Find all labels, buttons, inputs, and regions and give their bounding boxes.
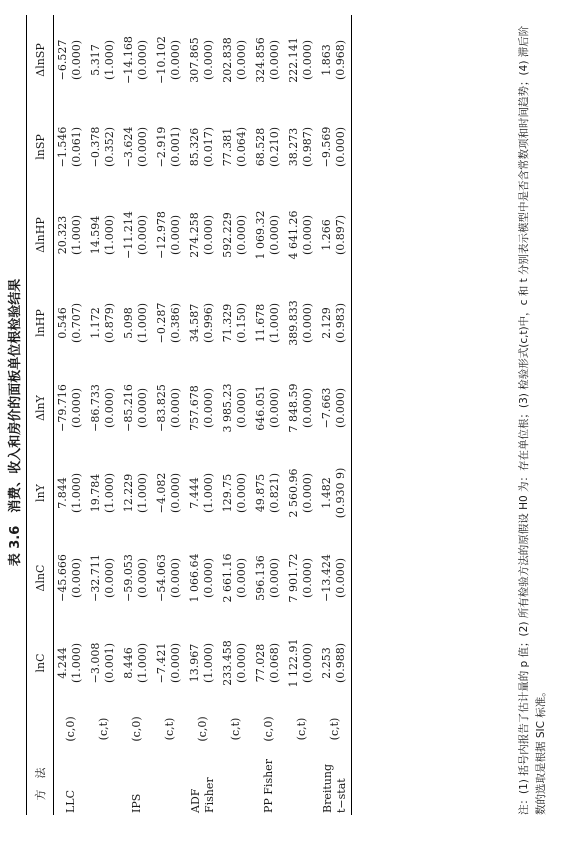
p-value: (1.000) <box>136 302 149 344</box>
statistic-value: −2.919 <box>155 126 168 168</box>
p-value: (0.352) <box>103 126 116 168</box>
p-value: (0.000) <box>235 214 248 256</box>
p-value: (0.000) <box>136 126 149 168</box>
p-value: (0.987) <box>301 126 314 168</box>
p-value: (0.983) <box>334 302 347 344</box>
test-form: (c,0) <box>196 716 209 742</box>
stat-cell <box>219 535 252 621</box>
stat-cell <box>153 535 186 621</box>
p-value: (0.000) <box>202 387 215 429</box>
p-value: (0.000) <box>169 472 182 514</box>
stat-cell <box>219 105 252 189</box>
p-value: (0.000) <box>70 557 83 599</box>
stat-cell <box>219 15 252 105</box>
test-form: (c,0) <box>262 716 275 742</box>
table-row <box>285 15 318 815</box>
statistic-value: −0.378 <box>89 126 102 168</box>
statistic-value: −12.978 <box>155 211 168 259</box>
statistic-value: 1 069.32 <box>254 210 267 260</box>
statistic-value: 20.323 <box>56 215 69 255</box>
p-value: (0.000) <box>136 557 149 599</box>
stat-cell <box>186 105 219 189</box>
statistic-value: 85.326 <box>188 127 201 167</box>
stat-cell <box>120 621 153 705</box>
stat-cell <box>87 281 120 365</box>
statistic-value: 592.229 <box>221 212 234 258</box>
p-value: (0.001) <box>169 126 182 168</box>
p-value: (0.000) <box>334 387 347 429</box>
statistic-value: 11.678 <box>254 303 267 343</box>
stat-cell <box>285 621 318 705</box>
p-value: (0.930 9) <box>334 467 347 519</box>
header-dlnY: ΔlnY <box>27 365 54 451</box>
stat-cell <box>186 189 219 281</box>
stat-cell <box>318 189 352 281</box>
statistic-value: 7 848.59 <box>287 383 300 433</box>
stat-cell <box>252 281 285 365</box>
p-value: (0.210) <box>268 126 281 168</box>
stat-cell <box>285 535 318 621</box>
p-value: (0.000) <box>235 557 248 599</box>
statistic-value: −3.008 <box>89 642 102 684</box>
p-value: (1.000) <box>103 39 116 81</box>
stat-cell <box>54 15 88 105</box>
table-row <box>186 15 219 815</box>
stat-cell <box>153 15 186 105</box>
p-value: (0.000) <box>169 39 182 81</box>
statistic-value: 2 661.16 <box>221 553 234 603</box>
stat-cell <box>285 451 318 535</box>
method-label: ADF Fisher <box>188 777 216 813</box>
p-value: (0.000) <box>301 39 314 81</box>
p-value: (0.000) <box>169 642 182 684</box>
stat-cell <box>153 105 186 189</box>
stat-cell <box>186 535 219 621</box>
header-lnC: lnC <box>27 621 54 705</box>
p-value: (0.821) <box>268 472 281 514</box>
stat-cell <box>219 189 252 281</box>
header-method: 方 法 <box>27 753 54 815</box>
p-value: (0.000) <box>103 557 116 599</box>
p-value: (1.000) <box>202 472 215 514</box>
p-value: (0.001) <box>103 642 116 684</box>
statistic-value: −79.716 <box>56 384 69 432</box>
p-value: (0.988) <box>334 642 347 684</box>
statistic-value: 4.244 <box>56 647 69 679</box>
stat-cell <box>120 281 153 365</box>
header-row <box>27 15 54 815</box>
p-value: (0.000) <box>136 214 149 256</box>
stat-cell <box>87 451 120 535</box>
stat-cell <box>186 365 219 451</box>
header-dlnHP: ΔlnHP <box>27 189 54 281</box>
table-row <box>252 15 285 815</box>
p-value: (0.000) <box>268 387 281 429</box>
test-form: (c,0) <box>130 716 143 742</box>
table-row <box>318 15 352 815</box>
table-row <box>54 15 88 815</box>
p-value: (0.707) <box>70 302 83 344</box>
stat-cell <box>87 15 120 105</box>
statistic-value: −85.216 <box>122 384 135 432</box>
statistic-value: 274.258 <box>188 212 201 258</box>
method-label <box>87 753 120 815</box>
statistic-value: −13.424 <box>320 554 333 602</box>
p-value: (0.000) <box>202 214 215 256</box>
statistic-value: 71.329 <box>221 303 234 343</box>
statistic-value: 596.136 <box>254 555 267 601</box>
stat-cell <box>54 451 88 535</box>
method-label <box>285 753 318 815</box>
table-row <box>120 15 153 815</box>
p-value: (0.000) <box>136 39 149 81</box>
p-value: (0.000) <box>268 39 281 81</box>
statistic-value: −4.082 <box>155 472 168 514</box>
statistic-value: 77.381 <box>221 127 234 167</box>
p-value: (1.000) <box>103 214 116 256</box>
p-value: (1.000) <box>70 642 83 684</box>
test-form: (c,0) <box>64 716 77 742</box>
stat-cell <box>219 281 252 365</box>
p-value: (0.000) <box>268 557 281 599</box>
statistic-value: 1.172 <box>89 307 102 339</box>
stat-cell <box>54 535 88 621</box>
header-dlnC: ΔlnC <box>27 535 54 621</box>
statistic-value: 7.844 <box>56 477 69 509</box>
stat-cell <box>318 281 352 365</box>
statistic-value: 2.253 <box>320 647 333 679</box>
statistic-value: 14.594 <box>89 215 102 255</box>
statistic-value: 646.051 <box>254 385 267 431</box>
statistic-value: 19.784 <box>89 473 102 513</box>
p-value: (0.000) <box>169 214 182 256</box>
p-value: (0.000) <box>70 39 83 81</box>
method-label: IPS <box>129 793 143 813</box>
stat-cell <box>285 189 318 281</box>
statistic-value: −59.053 <box>122 554 135 602</box>
test-form: (c,t) <box>295 717 308 741</box>
statistic-value: 77.028 <box>254 643 267 683</box>
statistic-value: −86.733 <box>89 384 102 432</box>
stat-cell <box>186 621 219 705</box>
statistic-value: 389.833 <box>287 300 300 346</box>
p-value: (0.000) <box>301 387 314 429</box>
stat-cell <box>54 281 88 365</box>
statistic-value: 1 066.64 <box>188 553 201 603</box>
stat-cell <box>54 621 88 705</box>
statistic-value: −1.546 <box>56 126 69 168</box>
p-value: (0.968) <box>334 39 347 81</box>
p-value: (0.064) <box>235 126 248 168</box>
p-value: (0.000) <box>301 472 314 514</box>
p-value: (0.000) <box>202 39 215 81</box>
p-value: (0.017) <box>202 126 215 168</box>
stat-cell <box>285 281 318 365</box>
p-value: (0.000) <box>334 557 347 599</box>
stat-cell <box>285 365 318 451</box>
header-lnY: lnY <box>27 451 54 535</box>
stat-cell <box>54 365 88 451</box>
stat-cell <box>153 189 186 281</box>
p-value: (1.000) <box>70 214 83 256</box>
statistic-value: 5.098 <box>122 307 135 339</box>
stat-cell <box>219 365 252 451</box>
stat-cell <box>318 15 352 105</box>
header-form <box>27 705 54 753</box>
stat-cell <box>87 365 120 451</box>
statistic-value: 222.141 <box>287 37 300 83</box>
stat-cell <box>318 621 352 705</box>
statistic-value: 13.967 <box>188 643 201 683</box>
p-value: (0.386) <box>169 302 182 344</box>
stat-cell <box>120 105 153 189</box>
statistic-value: 1.266 <box>320 219 333 251</box>
test-form: (c,t) <box>318 705 352 753</box>
statistic-value: 233.458 <box>221 640 234 686</box>
table-note: 注：(1) 括号内报告了估计量的 p 值；(2) 所有检验方法的原假设 H0 为：存在单位根；(3) 检验形式(c,t)中，c 和 t 分别表示模型中是否含常数项和时间趋势；(4) 滞后阶数的选取是根据 SIC 标准。 <box>518 25 547 815</box>
p-value: (1.000) <box>268 302 281 344</box>
stat-cell <box>54 189 88 281</box>
table-row <box>153 15 186 815</box>
test-form: (c,t) <box>163 717 176 741</box>
statistic-value: −7.663 <box>320 387 333 429</box>
statistic-value: −3.624 <box>122 126 135 168</box>
stat-cell <box>318 105 352 189</box>
stat-cell <box>252 621 285 705</box>
stat-cell <box>153 451 186 535</box>
statistic-value: −14.168 <box>122 36 135 84</box>
stat-cell <box>87 621 120 705</box>
statistic-value: 307.865 <box>188 37 201 83</box>
table-title: 表 3.6 消费、收入和房价的面板单位根检验结果 <box>8 278 23 567</box>
stat-cell <box>87 105 120 189</box>
header-lnHP: lnHP <box>27 281 54 365</box>
method-label: Breitung t−stat <box>318 753 352 815</box>
statistic-value: 12.229 <box>122 473 135 513</box>
stat-cell <box>120 535 153 621</box>
p-value: (0.996) <box>202 302 215 344</box>
header-dlnSP: ΔlnSP <box>27 15 54 105</box>
p-value: (0.000) <box>103 387 116 429</box>
p-value: (0.000) <box>202 557 215 599</box>
statistic-value: 68.528 <box>254 127 267 167</box>
statistic-value: 757.678 <box>188 385 201 431</box>
statistic-value: −7.421 <box>155 642 168 684</box>
statistic-value: −45.666 <box>56 554 69 602</box>
p-value: (0.000) <box>235 387 248 429</box>
stat-cell <box>252 535 285 621</box>
stat-cell <box>186 451 219 535</box>
table-body <box>54 15 352 815</box>
statistic-value: −0.287 <box>155 302 168 344</box>
statistic-value: 3 985.23 <box>221 383 234 433</box>
table-row <box>219 15 252 815</box>
p-value: (1.000) <box>202 642 215 684</box>
p-value: (0.000) <box>169 557 182 599</box>
stat-cell <box>252 105 285 189</box>
method-label <box>219 753 252 815</box>
statistic-value: 7.444 <box>188 477 201 509</box>
p-value: (0.000) <box>301 557 314 599</box>
p-value: (0.000) <box>169 387 182 429</box>
statistic-value: −83.825 <box>155 384 168 432</box>
p-value: (0.897) <box>334 214 347 256</box>
stat-cell <box>219 621 252 705</box>
p-value: (1.000) <box>103 472 116 514</box>
p-value: (0.000) <box>334 126 347 168</box>
p-value: (0.000) <box>268 214 281 256</box>
stat-cell <box>153 621 186 705</box>
stat-cell <box>318 451 352 535</box>
stat-cell <box>120 365 153 451</box>
table-row <box>87 15 120 815</box>
stat-cell <box>186 15 219 105</box>
statistic-value: −6.527 <box>56 39 69 81</box>
stat-cell <box>87 535 120 621</box>
statistic-value: −9.569 <box>320 126 333 168</box>
statistic-value: 38.273 <box>287 127 300 167</box>
statistic-value: −11.214 <box>122 211 135 259</box>
statistic-value: 4 641.26 <box>287 210 300 260</box>
statistic-value: 5.317 <box>89 44 102 76</box>
statistic-value: 1 122.91 <box>287 638 300 688</box>
p-value: (1.000) <box>136 472 149 514</box>
statistic-value: 2.129 <box>320 307 333 339</box>
statistic-value: 2 560.96 <box>287 468 300 518</box>
stat-cell <box>252 15 285 105</box>
p-value: (0.000) <box>301 214 314 256</box>
p-value: (0.000) <box>235 39 248 81</box>
method-label <box>153 753 186 815</box>
stat-cell <box>54 105 88 189</box>
stat-cell <box>219 451 252 535</box>
stat-cell <box>318 365 352 451</box>
p-value: (1.000) <box>136 642 149 684</box>
stat-cell <box>285 15 318 105</box>
stat-cell <box>153 365 186 451</box>
test-form: (c,t) <box>97 717 110 741</box>
statistic-value: 1.482 <box>320 477 333 509</box>
stat-cell <box>120 189 153 281</box>
stat-cell <box>252 365 285 451</box>
p-value: (0.000) <box>70 387 83 429</box>
p-value: (0.879) <box>103 302 116 344</box>
stat-cell <box>252 189 285 281</box>
statistic-value: −54.063 <box>155 554 168 602</box>
statistic-value: 34.587 <box>188 303 201 343</box>
stat-cell <box>120 451 153 535</box>
statistic-value: 202.838 <box>221 37 234 83</box>
header-lnSP: lnSP <box>27 105 54 189</box>
stat-cell <box>252 451 285 535</box>
test-form: (c,t) <box>229 717 242 741</box>
p-value: (0.068) <box>268 642 281 684</box>
method-label: LLC <box>63 789 77 813</box>
statistic-value: −10.102 <box>155 36 168 84</box>
p-value: (0.061) <box>70 126 83 168</box>
p-value: (0.000) <box>301 642 314 684</box>
stat-cell <box>285 105 318 189</box>
stat-cell <box>87 189 120 281</box>
stat-cell <box>153 281 186 365</box>
stat-cell <box>318 535 352 621</box>
unit-root-table <box>26 15 352 815</box>
p-value: (0.000) <box>136 387 149 429</box>
statistic-value: 7 901.72 <box>287 553 300 603</box>
stat-cell <box>186 281 219 365</box>
statistic-value: 129.75 <box>221 473 234 513</box>
method-label: PP Fisher <box>261 759 275 813</box>
statistic-value: 1.863 <box>320 44 333 76</box>
p-value: (0.000) <box>235 642 248 684</box>
statistic-value: −32.711 <box>89 554 102 602</box>
p-value: (1.000) <box>70 472 83 514</box>
statistic-value: 324.856 <box>254 37 267 83</box>
statistic-value: 8.446 <box>122 647 135 679</box>
p-value: (0.150) <box>235 302 248 344</box>
stat-cell <box>120 15 153 105</box>
statistic-value: 49.875 <box>254 473 267 513</box>
p-value: (0.000) <box>301 302 314 344</box>
p-value: (0.000) <box>235 472 248 514</box>
statistic-value: 0.546 <box>56 307 69 339</box>
